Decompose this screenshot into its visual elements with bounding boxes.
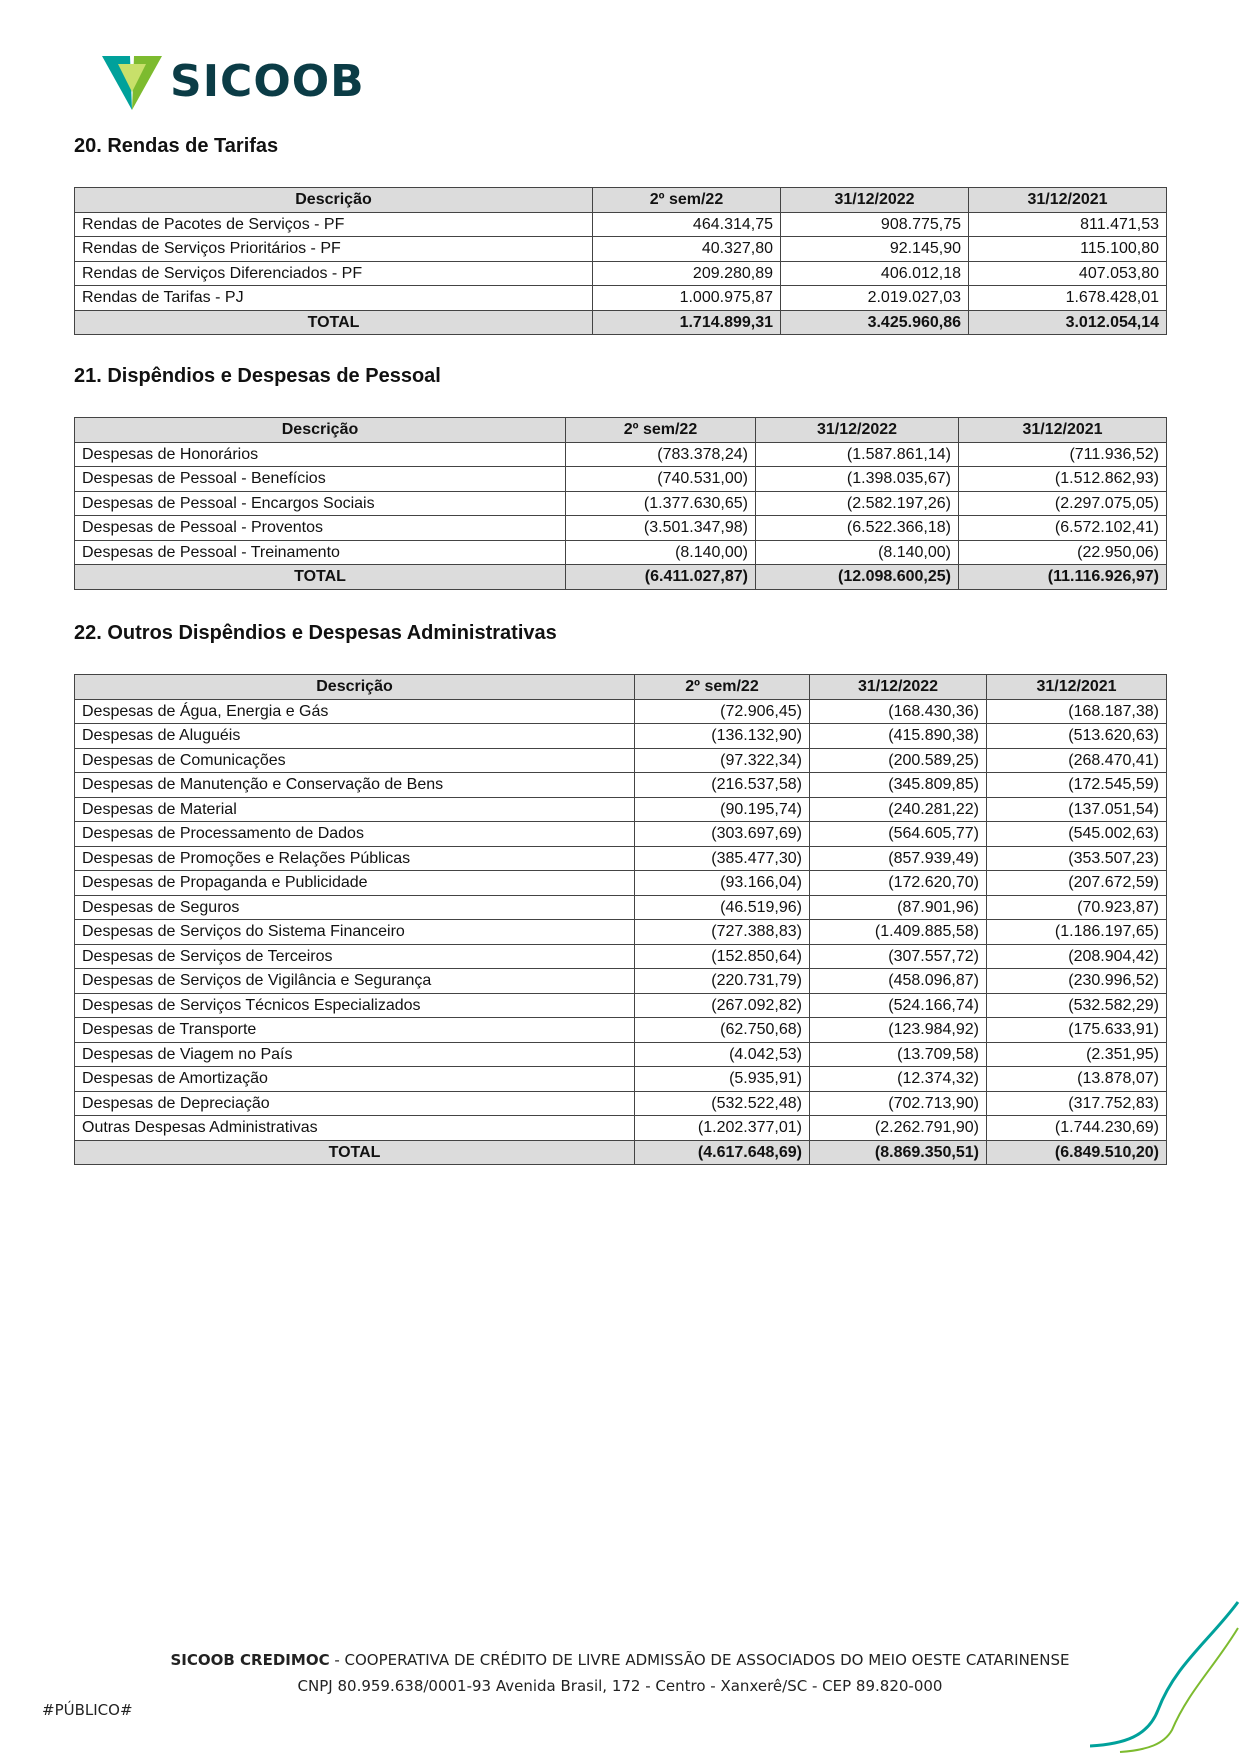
table-row xyxy=(75,1091,1167,1116)
row-value: (230.996,52) xyxy=(987,969,1167,994)
row-value: (13.709,58) xyxy=(810,1042,987,1067)
row-description: Despesas de Pessoal - Benefícios xyxy=(75,467,566,492)
total-label: TOTAL xyxy=(75,1140,635,1165)
column-header: 2º sem/22 xyxy=(593,188,781,213)
total-value: (8.869.350,51) xyxy=(810,1140,987,1165)
row-value: (152.850,64) xyxy=(635,944,810,969)
row-value: (3.501.347,98) xyxy=(566,516,756,541)
row-value: (220.731,79) xyxy=(635,969,810,994)
section-rendas-tarifas xyxy=(74,132,1166,335)
row-value: (307.557,72) xyxy=(810,944,987,969)
row-value: (1.377.630,65) xyxy=(566,491,756,516)
total-value: (6.411.027,87) xyxy=(566,565,756,590)
row-description: Rendas de Serviços Prioritários - PF xyxy=(75,237,593,262)
row-value: (545.002,63) xyxy=(987,822,1167,847)
row-value: (303.697,69) xyxy=(635,822,810,847)
row-description: Despesas de Propaganda e Publicidade xyxy=(75,871,635,896)
row-value: (168.430,36) xyxy=(810,699,987,724)
row-value: (4.042,53) xyxy=(635,1042,810,1067)
row-value: 1.000.975,87 xyxy=(593,286,781,311)
row-value: (345.809,85) xyxy=(810,773,987,798)
table-row xyxy=(75,724,1167,749)
row-description: Despesas de Serviços do Sistema Financeiro xyxy=(75,920,635,945)
total-value: 3.425.960,86 xyxy=(781,310,969,335)
row-value: (46.519,96) xyxy=(635,895,810,920)
column-header: 2º sem/22 xyxy=(635,675,810,700)
total-value: (6.849.510,20) xyxy=(987,1140,1167,1165)
row-value: (458.096,87) xyxy=(810,969,987,994)
column-header: 31/12/2021 xyxy=(969,188,1167,213)
footer-company-desc: - COOPERATIVA DE CRÉDITO DE LIVRE ADMISSÃO DE ASSOCIADOS DO MEIO OESTE CATARINENSE xyxy=(329,1651,1070,1669)
row-description: Despesas de Honorários xyxy=(75,442,566,467)
row-value: (1.587.861,14) xyxy=(756,442,959,467)
total-value: 1.714.899,31 xyxy=(593,310,781,335)
total-label: TOTAL xyxy=(75,310,593,335)
total-value: (11.116.926,97) xyxy=(959,565,1167,590)
row-value: 92.145,90 xyxy=(781,237,969,262)
row-value: (175.633,91) xyxy=(987,1018,1167,1043)
row-value: 2.019.027,03 xyxy=(781,286,969,311)
row-value: (783.378,24) xyxy=(566,442,756,467)
table-row xyxy=(75,969,1167,994)
row-value: (208.904,42) xyxy=(987,944,1167,969)
row-value: (123.984,92) xyxy=(810,1018,987,1043)
row-value: (524.166,74) xyxy=(810,993,987,1018)
row-value: (2.297.075,05) xyxy=(959,491,1167,516)
row-description: Despesas de Depreciação xyxy=(75,1091,635,1116)
row-value: (268.470,41) xyxy=(987,748,1167,773)
row-description: Outras Despesas Administrativas xyxy=(75,1116,635,1141)
row-value: (267.092,82) xyxy=(635,993,810,1018)
row-description: Despesas de Seguros xyxy=(75,895,635,920)
row-value: (62.750,68) xyxy=(635,1018,810,1043)
total-value: (4.617.648,69) xyxy=(635,1140,810,1165)
row-description: Despesas de Pessoal - Proventos xyxy=(75,516,566,541)
row-value: (1.512.862,93) xyxy=(959,467,1167,492)
table-despesas-pessoal xyxy=(74,417,1167,590)
row-description: Rendas de Serviços Diferenciados - PF xyxy=(75,261,593,286)
table-row xyxy=(75,944,1167,969)
column-header: Descrição xyxy=(75,188,593,213)
row-value: (13.878,07) xyxy=(987,1067,1167,1092)
section-title: 20. Rendas de Tarifas xyxy=(74,135,279,157)
table-row xyxy=(75,540,1167,565)
table-row xyxy=(75,895,1167,920)
row-value: (6.522.366,18) xyxy=(756,516,959,541)
sicoob-logo xyxy=(100,50,365,114)
row-description: Despesas de Amortização xyxy=(75,1067,635,1092)
row-value: 115.100,80 xyxy=(969,237,1167,262)
row-value: (1.744.230,69) xyxy=(987,1116,1167,1141)
row-value: (90.195,74) xyxy=(635,797,810,822)
table-header-row xyxy=(75,418,1167,443)
row-value: (168.187,38) xyxy=(987,699,1167,724)
table-row xyxy=(75,467,1167,492)
table-row xyxy=(75,442,1167,467)
row-value: 811.471,53 xyxy=(969,212,1167,237)
table-row xyxy=(75,237,1167,262)
row-description: Despesas de Serviços de Terceiros xyxy=(75,944,635,969)
column-header: 31/12/2022 xyxy=(781,188,969,213)
table-row xyxy=(75,871,1167,896)
column-header: 31/12/2022 xyxy=(810,675,987,700)
row-value: (87.901,96) xyxy=(810,895,987,920)
table-rendas-tarifas xyxy=(74,187,1167,335)
section-despesas-pessoal xyxy=(74,362,1166,590)
row-value: 908.775,75 xyxy=(781,212,969,237)
row-description: Rendas de Pacotes de Serviços - PF xyxy=(75,212,593,237)
row-description: Despesas de Manutenção e Conservação de Bens xyxy=(75,773,635,798)
row-value: (353.507,23) xyxy=(987,846,1167,871)
table-row xyxy=(75,993,1167,1018)
row-description: Despesas de Pessoal - Encargos Sociais xyxy=(75,491,566,516)
row-value: (2.262.791,90) xyxy=(810,1116,987,1141)
total-row xyxy=(75,565,1167,590)
table-row xyxy=(75,286,1167,311)
row-description: Despesas de Processamento de Dados xyxy=(75,822,635,847)
brand-name: SICOOB xyxy=(170,56,365,107)
row-value: (415.890,38) xyxy=(810,724,987,749)
table-row xyxy=(75,920,1167,945)
row-value: (857.939,49) xyxy=(810,846,987,871)
section-title: 22. Outros Dispêndios e Despesas Administrativas xyxy=(74,622,557,644)
row-description: Despesas de Pessoal - Treinamento xyxy=(75,540,566,565)
row-value: 406.012,18 xyxy=(781,261,969,286)
row-value: (740.531,00) xyxy=(566,467,756,492)
row-value: (6.572.102,41) xyxy=(959,516,1167,541)
classification-tag: #PÚBLICO# xyxy=(42,1701,133,1719)
total-row xyxy=(75,310,1167,335)
row-value: (1.186.197,65) xyxy=(987,920,1167,945)
row-value: (727.388,83) xyxy=(635,920,810,945)
column-header: 2º sem/22 xyxy=(566,418,756,443)
column-header: Descrição xyxy=(75,675,635,700)
row-value: (2.582.197,26) xyxy=(756,491,959,516)
row-value: 40.327,80 xyxy=(593,237,781,262)
row-value: 1.678.428,01 xyxy=(969,286,1167,311)
row-value: (72.906,45) xyxy=(635,699,810,724)
row-value: (93.166,04) xyxy=(635,871,810,896)
row-value: (22.950,06) xyxy=(959,540,1167,565)
row-value: 209.280,89 xyxy=(593,261,781,286)
table-row xyxy=(75,261,1167,286)
row-value: (172.545,59) xyxy=(987,773,1167,798)
row-value: (532.582,29) xyxy=(987,993,1167,1018)
table-row xyxy=(75,1116,1167,1141)
row-value: (385.477,30) xyxy=(635,846,810,871)
row-value: (207.672,59) xyxy=(987,871,1167,896)
row-value: (172.620,70) xyxy=(810,871,987,896)
footer-address: CNPJ 80.959.638/0001-93 Avenida Brasil, 172 - Centro - Xanxerê/SC - CEP 89.820-000 xyxy=(297,1677,943,1695)
table-row xyxy=(75,491,1167,516)
table-row xyxy=(75,748,1167,773)
row-value: (513.620,63) xyxy=(987,724,1167,749)
table-row xyxy=(75,699,1167,724)
table-row xyxy=(75,846,1167,871)
row-value: 407.053,80 xyxy=(969,261,1167,286)
row-value: (711.936,52) xyxy=(959,442,1167,467)
row-description: Despesas de Transporte xyxy=(75,1018,635,1043)
footer-company-line xyxy=(0,1651,1240,1669)
row-value: (240.281,22) xyxy=(810,797,987,822)
table-header-row xyxy=(75,188,1167,213)
table-row xyxy=(75,797,1167,822)
row-value: (2.351,95) xyxy=(987,1042,1167,1067)
row-value: (8.140,00) xyxy=(756,540,959,565)
decorative-curve-icon xyxy=(1090,1570,1240,1755)
table-row xyxy=(75,1067,1167,1092)
row-value: (216.537,58) xyxy=(635,773,810,798)
row-value: 464.314,75 xyxy=(593,212,781,237)
row-value: (200.589,25) xyxy=(810,748,987,773)
column-header: 31/12/2021 xyxy=(987,675,1167,700)
table-despesas-administrativas xyxy=(74,674,1167,1165)
table-row xyxy=(75,822,1167,847)
table-row xyxy=(75,1042,1167,1067)
row-value: (137.051,54) xyxy=(987,797,1167,822)
footer-company-name: SICOOB CREDIMOC xyxy=(170,1651,330,1669)
table-row xyxy=(75,212,1167,237)
column-header: 31/12/2021 xyxy=(959,418,1167,443)
row-value: (702.713,90) xyxy=(810,1091,987,1116)
total-value: 3.012.054,14 xyxy=(969,310,1167,335)
row-value: (317.752,83) xyxy=(987,1091,1167,1116)
row-description: Despesas de Serviços de Vigilância e Segurança xyxy=(75,969,635,994)
table-header-row xyxy=(75,675,1167,700)
row-description: Despesas de Aluguéis xyxy=(75,724,635,749)
row-value: (564.605,77) xyxy=(810,822,987,847)
column-header: Descrição xyxy=(75,418,566,443)
row-value: (12.374,32) xyxy=(810,1067,987,1092)
row-description: Despesas de Serviços Técnicos Especializados xyxy=(75,993,635,1018)
row-value: (70.923,87) xyxy=(987,895,1167,920)
row-value: (136.132,90) xyxy=(635,724,810,749)
total-row xyxy=(75,1140,1167,1165)
row-description: Despesas de Material xyxy=(75,797,635,822)
column-header: 31/12/2022 xyxy=(756,418,959,443)
row-value: (97.322,34) xyxy=(635,748,810,773)
row-value: (1.398.035,67) xyxy=(756,467,959,492)
sicoob-logo-icon xyxy=(100,52,164,112)
total-value: (12.098.600,25) xyxy=(756,565,959,590)
row-value: (1.409.885,58) xyxy=(810,920,987,945)
row-value: (1.202.377,01) xyxy=(635,1116,810,1141)
row-description: Despesas de Comunicações xyxy=(75,748,635,773)
table-row xyxy=(75,1018,1167,1043)
row-value: (5.935,91) xyxy=(635,1067,810,1092)
table-row xyxy=(75,773,1167,798)
row-description: Despesas de Água, Energia e Gás xyxy=(75,699,635,724)
row-value: (532.522,48) xyxy=(635,1091,810,1116)
section-title: 21. Dispêndios e Despesas de Pessoal xyxy=(74,365,441,387)
row-description: Rendas de Tarifas - PJ xyxy=(75,286,593,311)
section-despesas-administrativas xyxy=(74,619,1166,1165)
total-label: TOTAL xyxy=(75,565,566,590)
row-value: (8.140,00) xyxy=(566,540,756,565)
row-description: Despesas de Viagem no País xyxy=(75,1042,635,1067)
row-description: Despesas de Promoções e Relações Públicas xyxy=(75,846,635,871)
table-row xyxy=(75,516,1167,541)
